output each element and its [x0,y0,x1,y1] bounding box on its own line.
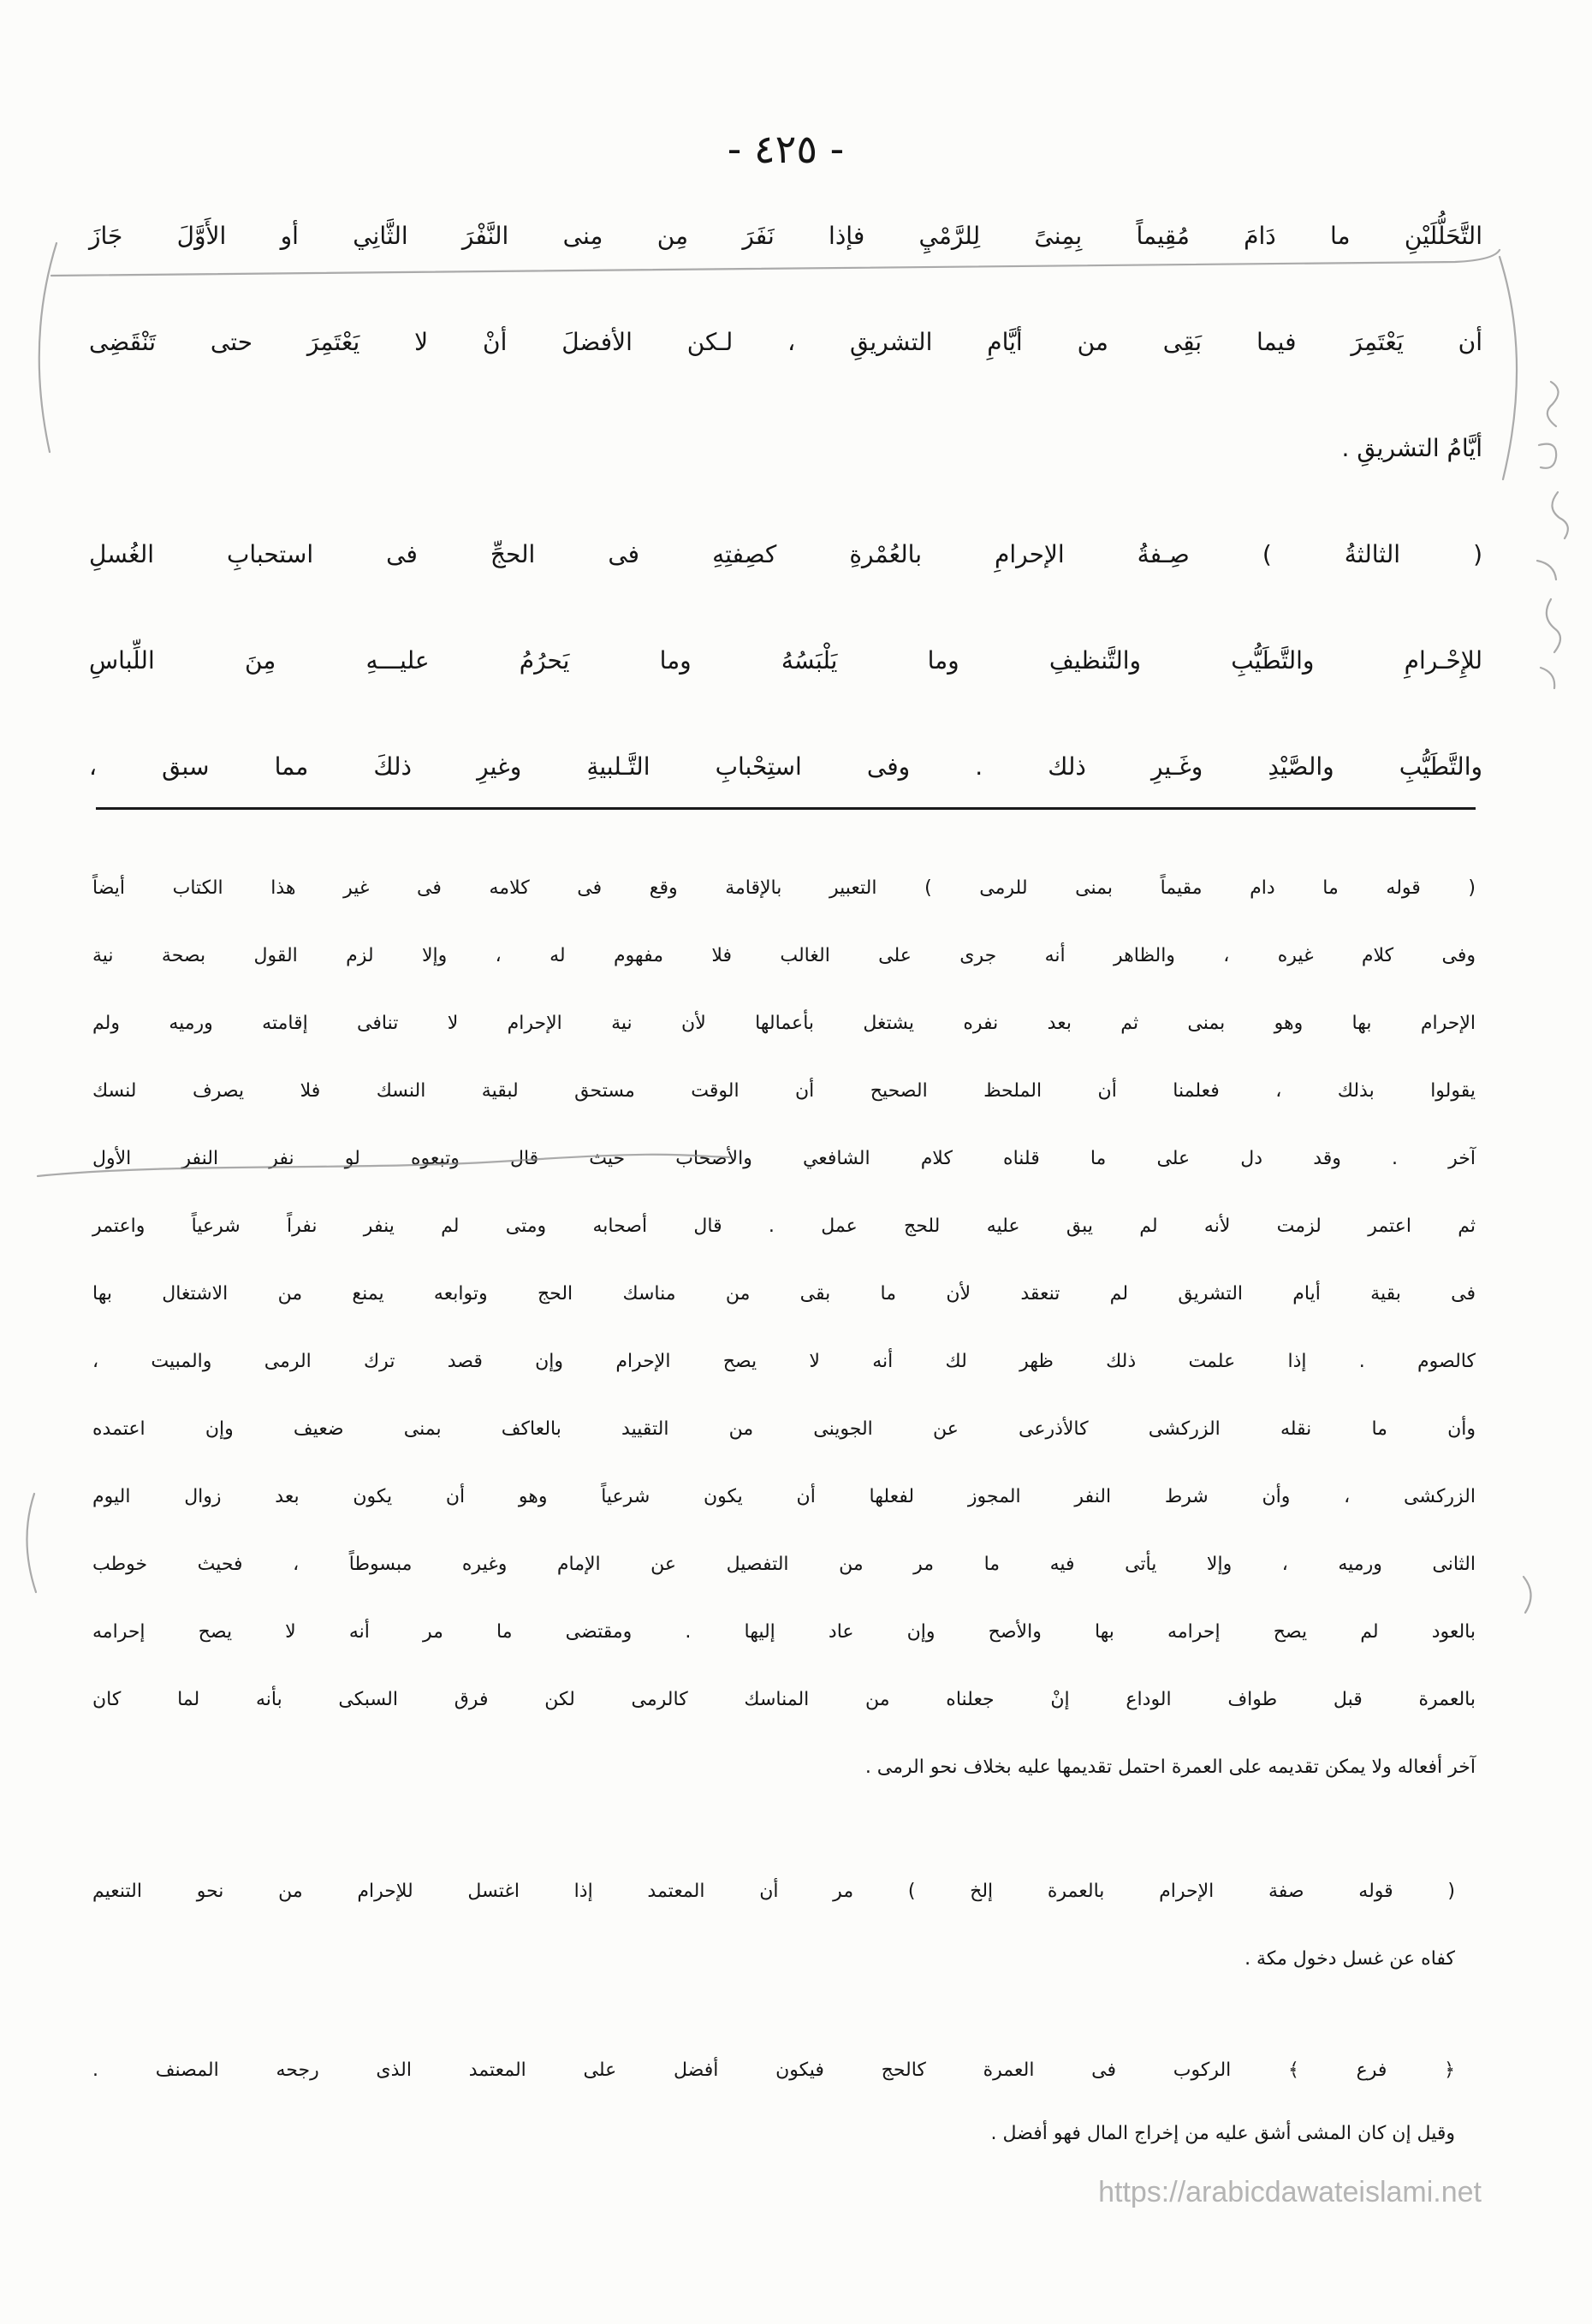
main-text-line: للإِحْـرامِ والتَّطَيُّبِ والتَّنظيفِ وما يَلْبَسُهُ وما يَحرُمُ عليـــهِ مِنَ اللِّباسِ [89,646,1482,675]
footnote-line: بالعود لم يصح إحرامه بها والأصح وإن عاد إليها . ومقتضى ما مر أنه لا يصح إحرامه [92,1621,1476,1643]
footnote-line: الثانى ورميه ، وإلا يأتى فيه ما مر من التفصيل عن الإمام وغيره مبسوطاً ، فحيث خوطب [92,1554,1476,1575]
main-text-line: التَّحَلُّلَيْنِ ما دَامَ مُقِيماً بِمِنىً لِلرَّمْيِ فإذا نَفَرَ مِن مِنى النَّفْرَ الثَّانِي أو الأَوَّلَ جَازَ [89,222,1482,250]
footnote-separator [96,807,1476,810]
main-text-line: ( الثالثةُ ) صِـفةُ الإحرامِ بالعُمْرةِ كصِفتِهِ فى الحجِّ فى استحبابِ الغُسلِ [89,540,1482,568]
footnote-line: فى بقية أيام التشريق لم تنعقد لأن ما بقى من مناسك الحج وتوابعه يمنع من الاشتغال بها [92,1283,1476,1305]
pencil-left-mark [27,1494,36,1592]
footnote-line: ثم اعتمر لزمت لأنه لم يبق عليه للحج عمل . قال أصحابه ومتى لم ينفر نفراً شرعياً واعتمر [92,1215,1476,1237]
footnote-line: الزركشى ، وأن شرط النفر المجوز لفعلها أن يكون شرعياً وهو أن يكون بعد زوال اليوم [92,1486,1476,1507]
footnote-line: ﴿ فرع ﴾ الركوب فى العمرة كالحج فيكون أفضل على المعتمد الذى رجحه المصنف . [92,2060,1455,2081]
footnote [92,854,1476,1801]
footnote-line: كالصوم . إذا علمت ذلك ظهر لك أنه لا يصح الإحرام وإن قصد ترك الرمى والمبيت ، [92,1351,1476,1372]
pencil-right-mark [1524,1577,1531,1613]
footnote-line: كفاه عن غسل دخول مكة . [1244,1948,1455,1970]
main-text-line: أن يَعْتَمِرَ فيما بَقِى من أيَّامِ التشريقِ ، لـكن الأفضلَ أنْ لا يَعْتَمِرَ حتى تَنْقَضِى [89,328,1482,356]
footnote-line: آخر . وقد دل على ما قلناه كلام الشافعي والأصحاب حيث قال وتبعوه لو نفر النفر الأول [92,1148,1476,1169]
footnote-line: آخر أفعاله ولا يمكن تقديمه على العمرة احتمل تقديمها عليه بخلاف نحو الرمى . [864,1756,1476,1778]
page-number: - ٤٢٥ - [727,126,845,172]
footnote [92,1857,1455,1993]
main-text-line: أيَّامُ التشريقِ . [1341,434,1482,462]
pencil-left-bracket [39,243,56,452]
pencil-right-bracket [1500,257,1517,479]
watermark: https://arabicdawateislami.net [1098,2176,1482,2208]
footnote-line: وقيل إن كان المشى أشق عليه من إخراج المال فهو أفضل . [990,2123,1455,2144]
footnote-line: يقولوا بذلك ، فعلمنا أن الملحظ الصحيح أن الوقت مستحق لبقية النسك فلا يصرف لنسك [92,1080,1476,1102]
footnote-line: ( قوله صفة الإحرام بالعمرة إلخ ) مر أن المعتمد إذا اغتسل للإحرام من نحو التنعيم [92,1881,1455,1902]
footnote-line: ( قوله ما دام مقيماً بمنى للرمى ) التعبير بالإقامة وقع فى كلامه فى غير هذا الكتاب أيضاً [92,877,1476,899]
footnote-line: وفى كلام غيره ، والظاهر أنه جرى على الغالب فلا مفهوم له ، وإلا لزم القول بصحة نية [92,945,1476,966]
main-text [89,183,1482,820]
pencil-margin-scribble [1537,382,1568,688]
footnote-line: الإحرام بها وهو بمنى ثم بعد نفره يشتغل بأعمالها لأن نية الإحرام لا تنافى إقامته ورميه ولم [92,1013,1476,1034]
footnote-line: بالعمرة قبل طواف الوداع إنْ جعلناه من المناسك كالرمى لكن فرق السبكى بأنه لما كان [92,1689,1476,1710]
footnote-line: وأن ما نقله الزركشى كالأذرعى عن الجوينى من التقييد بالعاكف بمنى ضعيف وإن اعتمده [92,1418,1476,1440]
main-text-line: والتَّطَيُّبِ والصَّيْدِ وغَـيرِ ذلك . وفى استِحْبابِ التَّـلبيةِ وغيرِ ذلكَ مما سبق ، [89,752,1482,781]
footnote-branch [92,2039,1455,2166]
